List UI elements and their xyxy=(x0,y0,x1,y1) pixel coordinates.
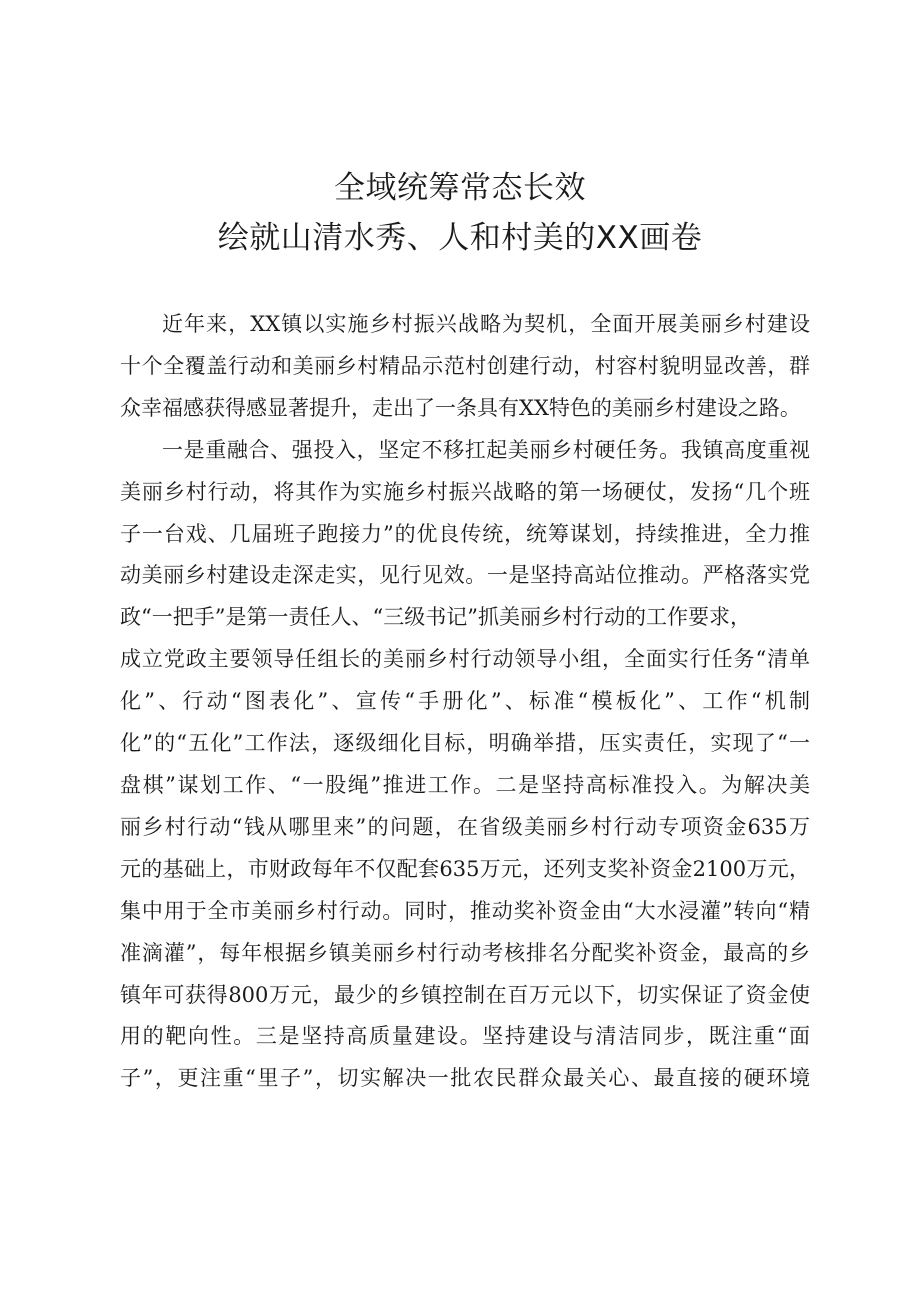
text-line: 元的基础上，市财政每年不仅配套635万元，还列支奖补资金2100万元， xyxy=(120,856,810,881)
text-line: 镇年可获得800万元，最少的乡镇控制在百万元以下，切实保证了资金使 xyxy=(120,982,810,1007)
text-line: 成立党政主要领导任组长的美丽乡村行动领导小组，全面实行任务“清单 xyxy=(120,647,810,672)
text-line: 子”，更注重“里子”，切实解决一批农民群众最关心、最直接的硬环境 xyxy=(120,1066,810,1091)
document-body xyxy=(120,304,810,1100)
text-line: 集中用于全市美丽乡村行动。同时，推动奖补资金由“大水浸灌”转向“精 xyxy=(120,898,810,923)
text-line: 十个全覆盖行动和美丽乡村精品示范村创建行动，村容村貌明显改善，群 xyxy=(120,353,810,378)
text-line: 用的靶向性。三是坚持高质量建设。坚持建设与清洁同步，既注重“面 xyxy=(120,1024,810,1049)
text-line: 盘棋”谋划工作、“一股绳”推进工作。二是坚持高标准投入。为解决美 xyxy=(120,772,810,797)
text-line: 子一台戏、几届班子跑接力”的优良传统，统筹谋划，持续推进，全力推 xyxy=(120,521,810,546)
text-line: 丽乡村行动“钱从哪里来”的问题，在省级美丽乡村行动专项资金635万 xyxy=(120,814,810,839)
text-line: 准滴灌”，每年根据乡镇美丽乡村行动考核排名分配奖补资金，最高的乡 xyxy=(120,940,810,965)
document-title-line-2: 绘就山清水秀、人和村美的XX画卷 xyxy=(217,220,703,256)
paragraph-1 xyxy=(120,304,810,430)
text-line: 一是重融合、强投入，坚定不移扛起美丽乡村硬任务。我镇高度重视 xyxy=(162,437,810,462)
paragraph-2 xyxy=(120,430,810,1101)
document-title-line-1: 全域统筹常态长效 xyxy=(334,170,586,206)
text-line: 美丽乡村行动，将其作为实施乡村振兴战略的第一场硬仗，发扬“几个班 xyxy=(120,479,810,504)
text-line: 化”、行动“图表化”、宣传“手册化”、标准“模板化”、工作“机制 xyxy=(120,689,810,714)
text-line: 政“一把手”是第一责任人、“三级书记”抓美丽乡村行动的工作要求， xyxy=(120,605,751,630)
text-line: 动美丽乡村建设走深走实，见行见效。一是坚持高站位推动。严格落实党 xyxy=(120,563,810,588)
text-line: 众幸福感获得感显著提升，走出了一条具有XX特色的美丽乡村建设之路。 xyxy=(120,395,801,420)
text-line: 化”的“五化”工作法，逐级细化目标，明确举措，压实责任，实现了“一 xyxy=(120,731,810,756)
text-line: 近年来，XX镇以实施乡村振兴战略为契机，全面开展美丽乡村建设 xyxy=(162,312,810,336)
